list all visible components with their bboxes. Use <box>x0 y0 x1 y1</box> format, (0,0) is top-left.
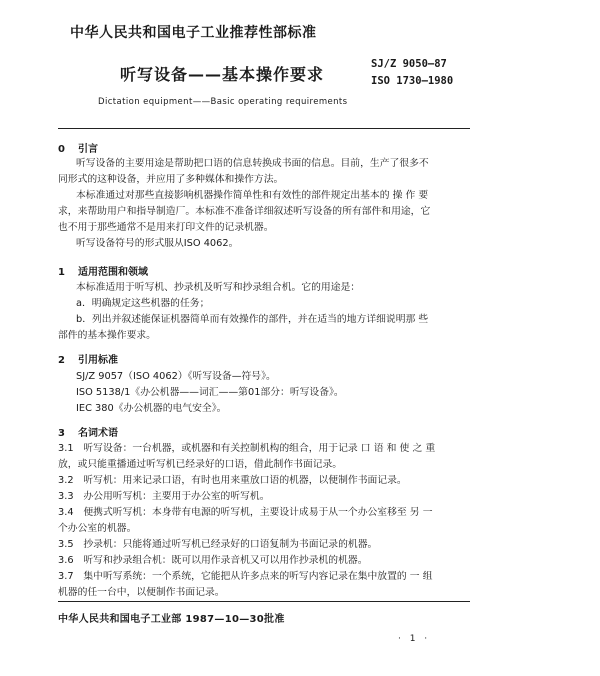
paragraph-line: 也不用于那些通常不是用来打印文件的记录机器。 <box>58 222 274 233</box>
issuing-organization: 中华人民共和国电子工业推荐性部标准 <box>70 25 317 41</box>
paragraph-line: 求，来帮助用户和指导制造厂。本标准不准备详细叙述听写设备的所有部件和用途，它 <box>58 206 431 217</box>
definition-line: 3.7 集中听写系统：一个系统，它能把从许多点来的听写内容记录在集中放置的 一 组 <box>58 571 433 582</box>
definition-line: 3.1 听写设备：一台机器，或机器和有关控制机构的组合，用于记录 口 语 和 使 之 重 <box>58 443 436 454</box>
section-title: 引言 <box>78 144 98 155</box>
section-number: 1 <box>58 267 65 278</box>
definition-line: 3.5 抄录机：只能将通过听写机已经录好的口语复制为书面记录的机器。 <box>58 539 378 550</box>
document-title-cn: 听写设备——基本操作要求 <box>120 65 325 84</box>
section-number: 0 <box>58 144 65 155</box>
section-heading <box>58 351 118 366</box>
definition-line: 3.2 听写机：用来记录口语，有时也用来重放口语的机器，以便制作书面记录。 <box>58 475 407 486</box>
section-heading <box>58 424 118 439</box>
approval-line: 中华人民共和国电子工业部 1987—10—30批准 <box>58 614 285 625</box>
paragraph-line: 听写设备的主要用途是帮助把口语的信息转换成书面的信息。目前，生产了很多不 <box>76 158 429 169</box>
paragraph-line: b．列出并叙述能保证机器简单而有效操作的部件，并在适当的地方详细说明那 些 <box>76 314 429 325</box>
paragraph-line: 听写设备符号的形式服从ISO 4062。 <box>76 238 239 249</box>
section-number: 2 <box>58 355 65 366</box>
page-number: · 1 · <box>398 634 431 644</box>
section-title: 引用标准 <box>78 355 118 366</box>
header-divider <box>58 128 470 129</box>
standard-code: SJ/Z 9050—87 <box>371 58 447 70</box>
definition-line: 3.3 办公用听写机：主要用于办公室的听写机。 <box>58 491 270 502</box>
definition-line: 3.4 便携式听写机：本身带有电源的听写机，主要设计成易于从一个办公室移至 另 一 <box>58 507 433 518</box>
section-number: 3 <box>58 428 65 439</box>
section-heading <box>58 263 148 278</box>
definition-line: 3.6 听写和抄录组合机：既可以用作录音机又可以用作抄录机的机器。 <box>58 555 368 566</box>
definition-line: 机器的任一台中，以便制作书面记录。 <box>58 587 225 598</box>
paragraph-line: 本标准通过对那些直接影响机器操作简单性和有效性的部件规定出基本的 操 作 要 <box>76 190 429 201</box>
paragraph-line: 部件的基本操作要求。 <box>58 330 156 341</box>
reference-item: IEC 380《办公机器的电气安全》。 <box>76 403 227 414</box>
iso-code: ISO 1730—1980 <box>371 75 454 87</box>
section-title: 名词术语 <box>78 428 118 439</box>
reference-item: ISO 5138/1《办公机器——词汇——第01部分：听写设备》。 <box>76 387 344 398</box>
definition-line: 放，或只能重播通过听写机已经录好的口语，借此制作书面记录。 <box>58 459 343 470</box>
reference-item: SJ/Z 9057（ISO 4062）《听写设备—符号》。 <box>76 371 276 382</box>
document-title-en: Dictation equipment——Basic operating requirements <box>98 97 348 107</box>
footer-divider <box>58 601 470 602</box>
section-title: 适用范围和领域 <box>78 267 148 278</box>
paragraph-line: 本标准适用于听写机、抄录机及听写和抄录组合机。它的用途是： <box>76 282 361 293</box>
paragraph-line: 同形式的这种设备，并应用了多种媒体和操作方法。 <box>58 174 284 185</box>
section-heading <box>58 140 98 155</box>
paragraph-line: a．明确规定这些机器的任务； <box>76 298 210 309</box>
definition-line: 个办公室的机器。 <box>58 523 137 534</box>
